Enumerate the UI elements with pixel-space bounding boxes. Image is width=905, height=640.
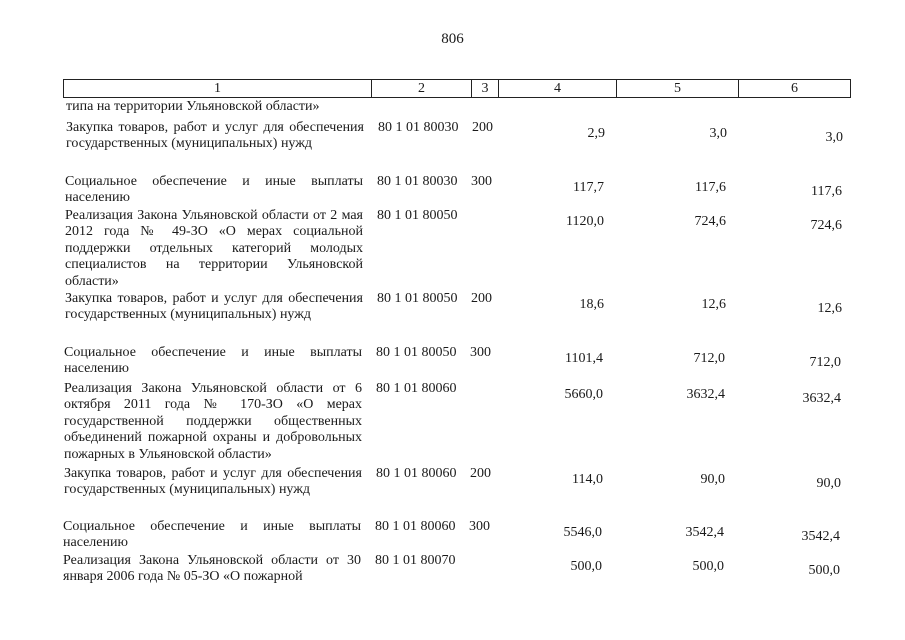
row-value-col4: 2,9 (587, 126, 605, 141)
row-value-col6: 500,0 (808, 563, 840, 578)
row-value-col4: 1101,4 (565, 351, 603, 366)
row-value-col6: 117,6 (811, 184, 842, 199)
row-value-col6: 3632,4 (802, 391, 841, 406)
row-value-col5: 3632,4 (686, 387, 725, 402)
row-description: Реализация Закона Ульяновской области от 6 октября 2011 года № 170-ЗО «О мерах государственной поддержки общественных объединений пожарной охраны и добровольных пожарных в Ульяновской области» (64, 381, 362, 462)
header-col-6: 6 (791, 81, 798, 96)
row-description: Закупка товаров, работ и услуг для обеспечения государственных (муниципальных) нужд (64, 466, 362, 498)
row-budget-code: 80 1 01 80060 (376, 381, 457, 396)
row-budget-code: 80 1 01 80030 (378, 120, 459, 135)
row-value-col5: 500,0 (692, 559, 724, 574)
row-expense-type: 300 (471, 174, 492, 189)
row-description: Социальное обеспечение и иные выплаты населению (63, 519, 361, 551)
row-value-col6: 724,6 (810, 218, 842, 233)
table-header (63, 79, 851, 98)
row-value-col5: 12,6 (701, 297, 726, 312)
row-budget-code: 80 1 01 80050 (377, 291, 458, 306)
row-value-col4: 5660,0 (564, 387, 603, 402)
row-value-col5: 3542,4 (685, 525, 724, 540)
row-description: Реализация Закона Ульяновской области от 30 января 2006 года № 05-ЗО «О пожарной (63, 553, 361, 585)
row-value-col6: 90,0 (816, 476, 841, 491)
row-value-col6: 3542,4 (801, 529, 840, 544)
row-budget-code: 80 1 01 80060 (375, 519, 456, 534)
header-col-2: 2 (372, 80, 472, 97)
row-value-col4: 114,0 (572, 472, 603, 487)
row-description: типа на территории Ульяновской области» (66, 99, 320, 114)
row-expense-type: 200 (472, 120, 493, 135)
row-value-col6: 3,0 (825, 130, 843, 145)
row-description: Социальное обеспечение и иные выплаты населению (65, 174, 363, 206)
row-expense-type: 300 (469, 519, 490, 534)
header-col-5: 5 (617, 80, 739, 97)
row-expense-type: 300 (470, 345, 491, 360)
row-value-col5: 3,0 (709, 126, 727, 141)
row-expense-type: 200 (470, 466, 491, 481)
row-value-col6: 712,0 (809, 355, 841, 370)
header-col-1: 1 (64, 80, 372, 97)
row-expense-type: 200 (471, 291, 492, 306)
page-number: 806 (441, 31, 464, 47)
row-value-col5: 712,0 (693, 351, 725, 366)
row-budget-code: 80 1 01 80050 (376, 345, 457, 360)
row-value-col6: 12,6 (817, 301, 842, 316)
row-value-col4: 5546,0 (563, 525, 602, 540)
row-value-col5: 90,0 (700, 472, 725, 487)
row-budget-code: 80 1 01 80030 (377, 174, 458, 189)
row-description: Реализация Закона Ульяновской области от 2 мая 2012 года № 49-ЗО «О мерах социальной поддержки отдельных категорий молодых специалистов на территории Ульяновской области» (65, 208, 363, 289)
row-budget-code: 80 1 01 80070 (375, 553, 456, 568)
row-value-col4: 500,0 (570, 559, 602, 574)
row-budget-code: 80 1 01 80060 (376, 466, 457, 481)
header-col-4: 4 (499, 80, 617, 97)
row-description: Закупка товаров, работ и услуг для обеспечения государственных (муниципальных) нужд (65, 291, 363, 323)
row-value-col4: 18,6 (579, 297, 604, 312)
row-description: Социальное обеспечение и иные выплаты населению (64, 345, 362, 377)
row-value-col5: 724,6 (694, 214, 726, 229)
row-value-col4: 1120,0 (566, 214, 604, 229)
row-description: Закупка товаров, работ и услуг для обеспечения государственных (муниципальных) нужд (66, 120, 364, 152)
row-value-col4: 117,7 (573, 180, 604, 195)
row-value-col5: 117,6 (695, 180, 726, 195)
header-col-3: 3 (472, 80, 499, 97)
row-budget-code: 80 1 01 80050 (377, 208, 458, 223)
